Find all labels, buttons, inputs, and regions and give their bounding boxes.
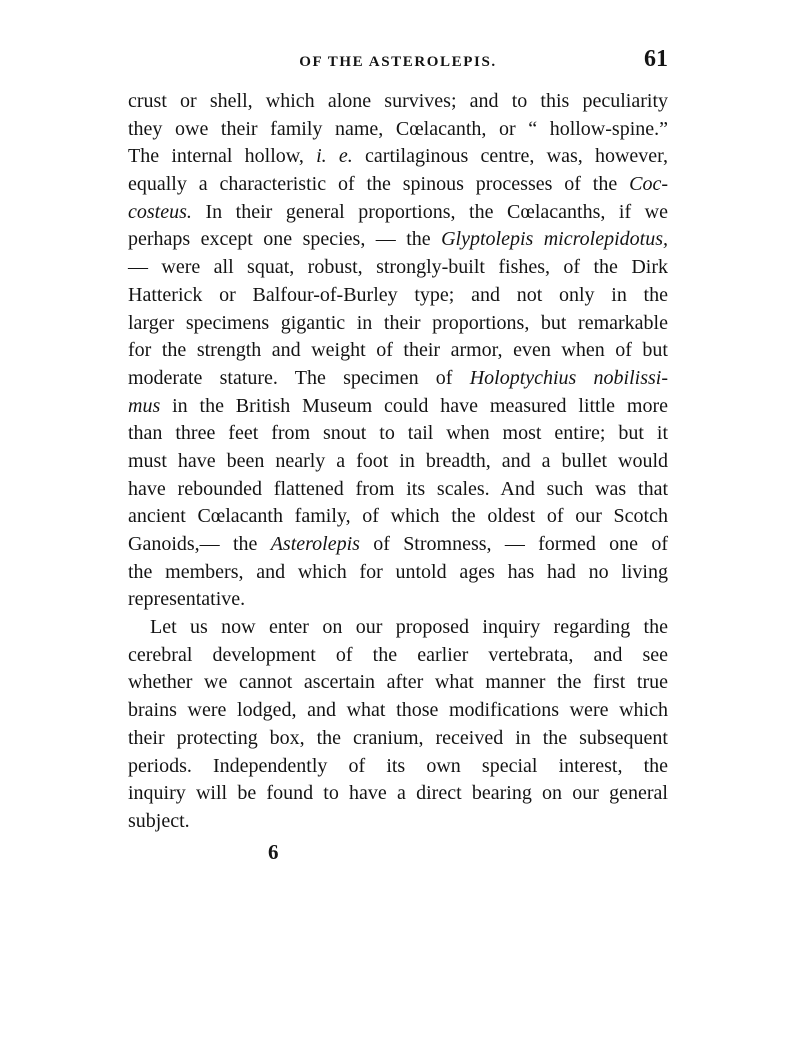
text-run: perhaps except one species, — the [128,228,442,251]
text-line: whether we cannot ascertain after what manner the first true [128,671,668,694]
italic-genus-name: costeus. [128,200,192,223]
signature-mark: 6 [268,840,279,864]
text-line: their protecting box, the cranium, received in the subsequent [128,726,668,749]
text-run: moderate stature. The specimen of [128,366,470,389]
text-line: cerebral development of the earlier vertebrata, and see [128,643,668,666]
italic-species-name: Glyptolepis microlepidotus, [441,228,668,251]
text-line: Let us now enter on our proposed inquiry regarding the [150,616,668,639]
text-line [128,171,668,199]
text-line: for the strength and weight of their armor, even when of but [128,339,668,362]
text-line: have rebounded flattened from its scales. And such was that [128,477,668,500]
text-line [128,531,668,559]
text-run: equally a characteristic of the spinous processes of the [128,173,630,196]
text-line [128,199,668,227]
italic-genus-name: Asterolepis [270,533,360,555]
text-line: Hatterick or Balfour-of-Burley type; and not only in the [128,283,668,306]
text-line [128,143,668,171]
text-line: — were all squat, robust, strongly-built fishes, of the Dirk [128,256,668,279]
text-line [128,226,668,254]
text-run: In their general proportions, the Cœlacanths, if we [191,200,668,223]
text-line: crust or shell, which alone survives; and to this peculiarity [128,90,668,112]
text-line: larger specimens gigantic in their proportions, but remarkable [128,311,668,334]
text-line: brains were lodged, and what those modifications were which [128,699,668,722]
italic-abbreviation: i. e. [316,145,353,168]
text-run: Ganoids,— the [128,533,271,555]
text-line: ancient Cœlacanth family, of which the oldest of our Scotch [128,505,668,528]
text-line: subject. [128,809,190,832]
text-run: cartilaginous centre, was, however, [352,145,669,168]
text-run: The internal hollow, [128,145,317,168]
text-line [128,393,668,421]
paragraph [128,614,668,836]
text-run: in the British Museum could have measured little more [160,394,668,417]
italic-species-name: Holoptychius nobilissi- [469,366,668,389]
text-line: inquiry will be found to have a direct bearing on our general [128,782,668,805]
body-text [128,88,668,836]
text-line: they owe their family name, Cœlacanth, or “ hollow-spine.” [128,117,668,140]
text-line: than three feet from snout to tail when most entire; but it [128,422,668,445]
running-head-title: OF THE ASTEROLEPIS. [299,54,497,70]
italic-species-name: mus [128,394,161,417]
italic-genus-name: Coc- [629,173,668,196]
text-line: the members, and which for untold ages has had no living [128,560,668,583]
text-line [128,365,668,393]
text-line: representative. [128,588,246,611]
text-run: of Stromness, — formed one of [359,533,668,555]
page-number: 61 [644,46,668,72]
text-line: must have been nearly a foot in breadth, and a bullet would [128,449,668,472]
paragraph [128,88,668,614]
text-line: periods. Independently of its own special interest, the [128,754,668,777]
running-head [128,44,668,78]
